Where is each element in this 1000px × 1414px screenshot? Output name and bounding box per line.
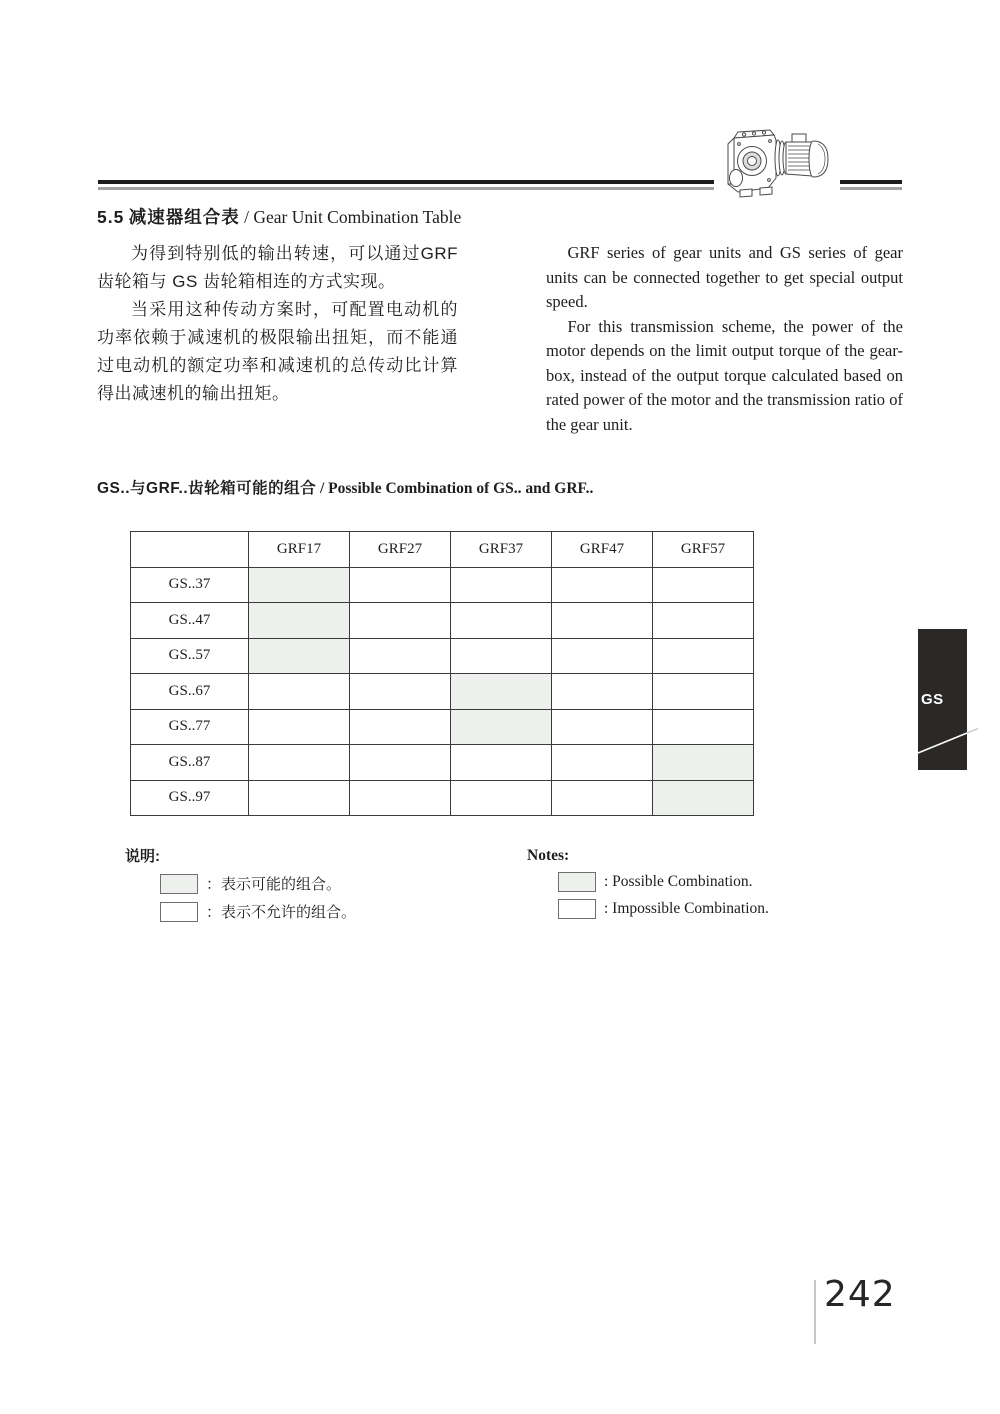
intro-english-column: [546, 241, 903, 437]
legend-zh-impossible-label: ：表示不允许的组合。: [206, 904, 357, 921]
row-header: GS..47: [131, 603, 249, 639]
table-row: [131, 709, 754, 745]
cell-possible-combination: [653, 745, 754, 781]
cell-possible-combination: [451, 709, 552, 745]
column-header: GRF37: [451, 532, 552, 568]
gear-unit-illustration: [714, 122, 840, 204]
cell-impossible-combination: [451, 745, 552, 781]
cell-impossible-combination: [451, 780, 552, 816]
row-header: GS..37: [131, 567, 249, 603]
cell-possible-combination: [249, 603, 350, 639]
row-header: GS..87: [131, 745, 249, 781]
legend-english: [527, 847, 769, 919]
cell-impossible-combination: [350, 674, 451, 710]
combo-table-body: [131, 567, 754, 816]
cell-impossible-combination: [653, 674, 754, 710]
cell-impossible-combination: [350, 745, 451, 781]
combo-table-header-row: [131, 532, 754, 568]
intro-en-paragraph-1: GRF series of gear units and GS series of gear units can be connected together to get special output speed.: [546, 243, 903, 311]
section-number: 5.5: [97, 207, 125, 227]
combination-table: [130, 531, 754, 816]
column-header: GRF57: [653, 532, 754, 568]
intro-en-paragraph-2: For this transmission scheme, the power of the motor depends on the limit output torque of the gear-box, instead of the output torque calculated based on rated power of the motor and the transmission ratio of the gear unit.: [546, 316, 903, 434]
cell-impossible-combination: [350, 567, 451, 603]
legend-en-possible-label: : Possible Combination.: [604, 873, 753, 890]
row-header: GS..57: [131, 638, 249, 674]
legend-en-heading: Notes:: [527, 847, 570, 864]
table-row: [131, 780, 754, 816]
cell-impossible-combination: [451, 567, 552, 603]
cell-possible-combination: [249, 567, 350, 603]
row-header: GS..77: [131, 709, 249, 745]
cell-impossible-combination: [350, 780, 451, 816]
impossible-swatch: [558, 899, 596, 919]
row-header: GS..67: [131, 674, 249, 710]
cell-impossible-combination: [552, 709, 653, 745]
intro-chinese-column: [97, 240, 458, 408]
cell-impossible-combination: [350, 638, 451, 674]
legend-zh-heading: 说明:: [125, 848, 160, 865]
table-row: [131, 638, 754, 674]
cell-impossible-combination: [249, 745, 350, 781]
footer-divider-line: [814, 1280, 816, 1344]
column-header: GRF47: [552, 532, 653, 568]
cell-impossible-combination: [552, 567, 653, 603]
cell-impossible-combination: [350, 603, 451, 639]
possible-swatch: [160, 874, 198, 894]
side-tab-diagonal-line: [914, 723, 986, 759]
legend-zh-possible-item: [160, 873, 356, 894]
cell-impossible-combination: [451, 638, 552, 674]
column-header: GRF27: [350, 532, 451, 568]
cell-impossible-combination: [552, 674, 653, 710]
page-number: 242: [824, 1274, 896, 1315]
impossible-swatch: [160, 902, 198, 922]
combination-heading: [97, 476, 593, 498]
cell-impossible-combination: [653, 709, 754, 745]
column-header: GRF17: [249, 532, 350, 568]
legend-en-impossible-item: [558, 899, 769, 919]
cell-impossible-combination: [552, 780, 653, 816]
cell-impossible-combination: [350, 709, 451, 745]
cell-possible-combination: [249, 638, 350, 674]
cell-impossible-combination: [451, 603, 552, 639]
corner-cell: [131, 532, 249, 568]
section-title-en: / Gear Unit Combination Table: [244, 207, 462, 227]
legend-zh-possible-label: ：表示可能的组合。: [206, 876, 342, 893]
table-row: [131, 603, 754, 639]
cell-impossible-combination: [552, 745, 653, 781]
possible-swatch: [558, 872, 596, 892]
cell-impossible-combination: [552, 603, 653, 639]
intro-zh-paragraph-1: 为得到特别低的输出转速，可以通过GRF齿轮箱与 GS 齿轮箱相连的方式实现。: [97, 244, 458, 291]
legend-chinese: [125, 845, 356, 922]
cell-possible-combination: [451, 674, 552, 710]
combination-heading-en: / Possible Combination of GS.. and GRF..: [320, 480, 594, 497]
table-row: [131, 567, 754, 603]
table-row: [131, 745, 754, 781]
legend-en-impossible-label: : Impossible Combination.: [604, 900, 769, 917]
cell-impossible-combination: [653, 567, 754, 603]
cell-possible-combination: [653, 780, 754, 816]
combination-heading-zh: GS..与GRF..齿轮箱可能的组合: [97, 480, 317, 497]
gearbox-motor-drawing: [714, 122, 840, 204]
cell-impossible-combination: [249, 674, 350, 710]
section-title: [97, 204, 461, 229]
table-row: [131, 674, 754, 710]
cell-impossible-combination: [653, 603, 754, 639]
side-tab-label: GS: [921, 691, 944, 708]
legend-zh-impossible-item: [160, 901, 356, 922]
cell-impossible-combination: [249, 780, 350, 816]
cell-impossible-combination: [653, 638, 754, 674]
cell-impossible-combination: [552, 638, 653, 674]
section-title-zh: 减速器组合表: [128, 207, 240, 227]
row-header: GS..97: [131, 780, 249, 816]
intro-zh-paragraph-2: 当采用这种传动方案时，可配置电动机的功率依赖于减速机的极限输出扭矩，而不能通过电动机的额定功率和减速机的总传动比计算得出减速机的输出扭矩。: [97, 300, 458, 403]
legend-en-possible-item: [558, 872, 769, 892]
cell-impossible-combination: [249, 709, 350, 745]
